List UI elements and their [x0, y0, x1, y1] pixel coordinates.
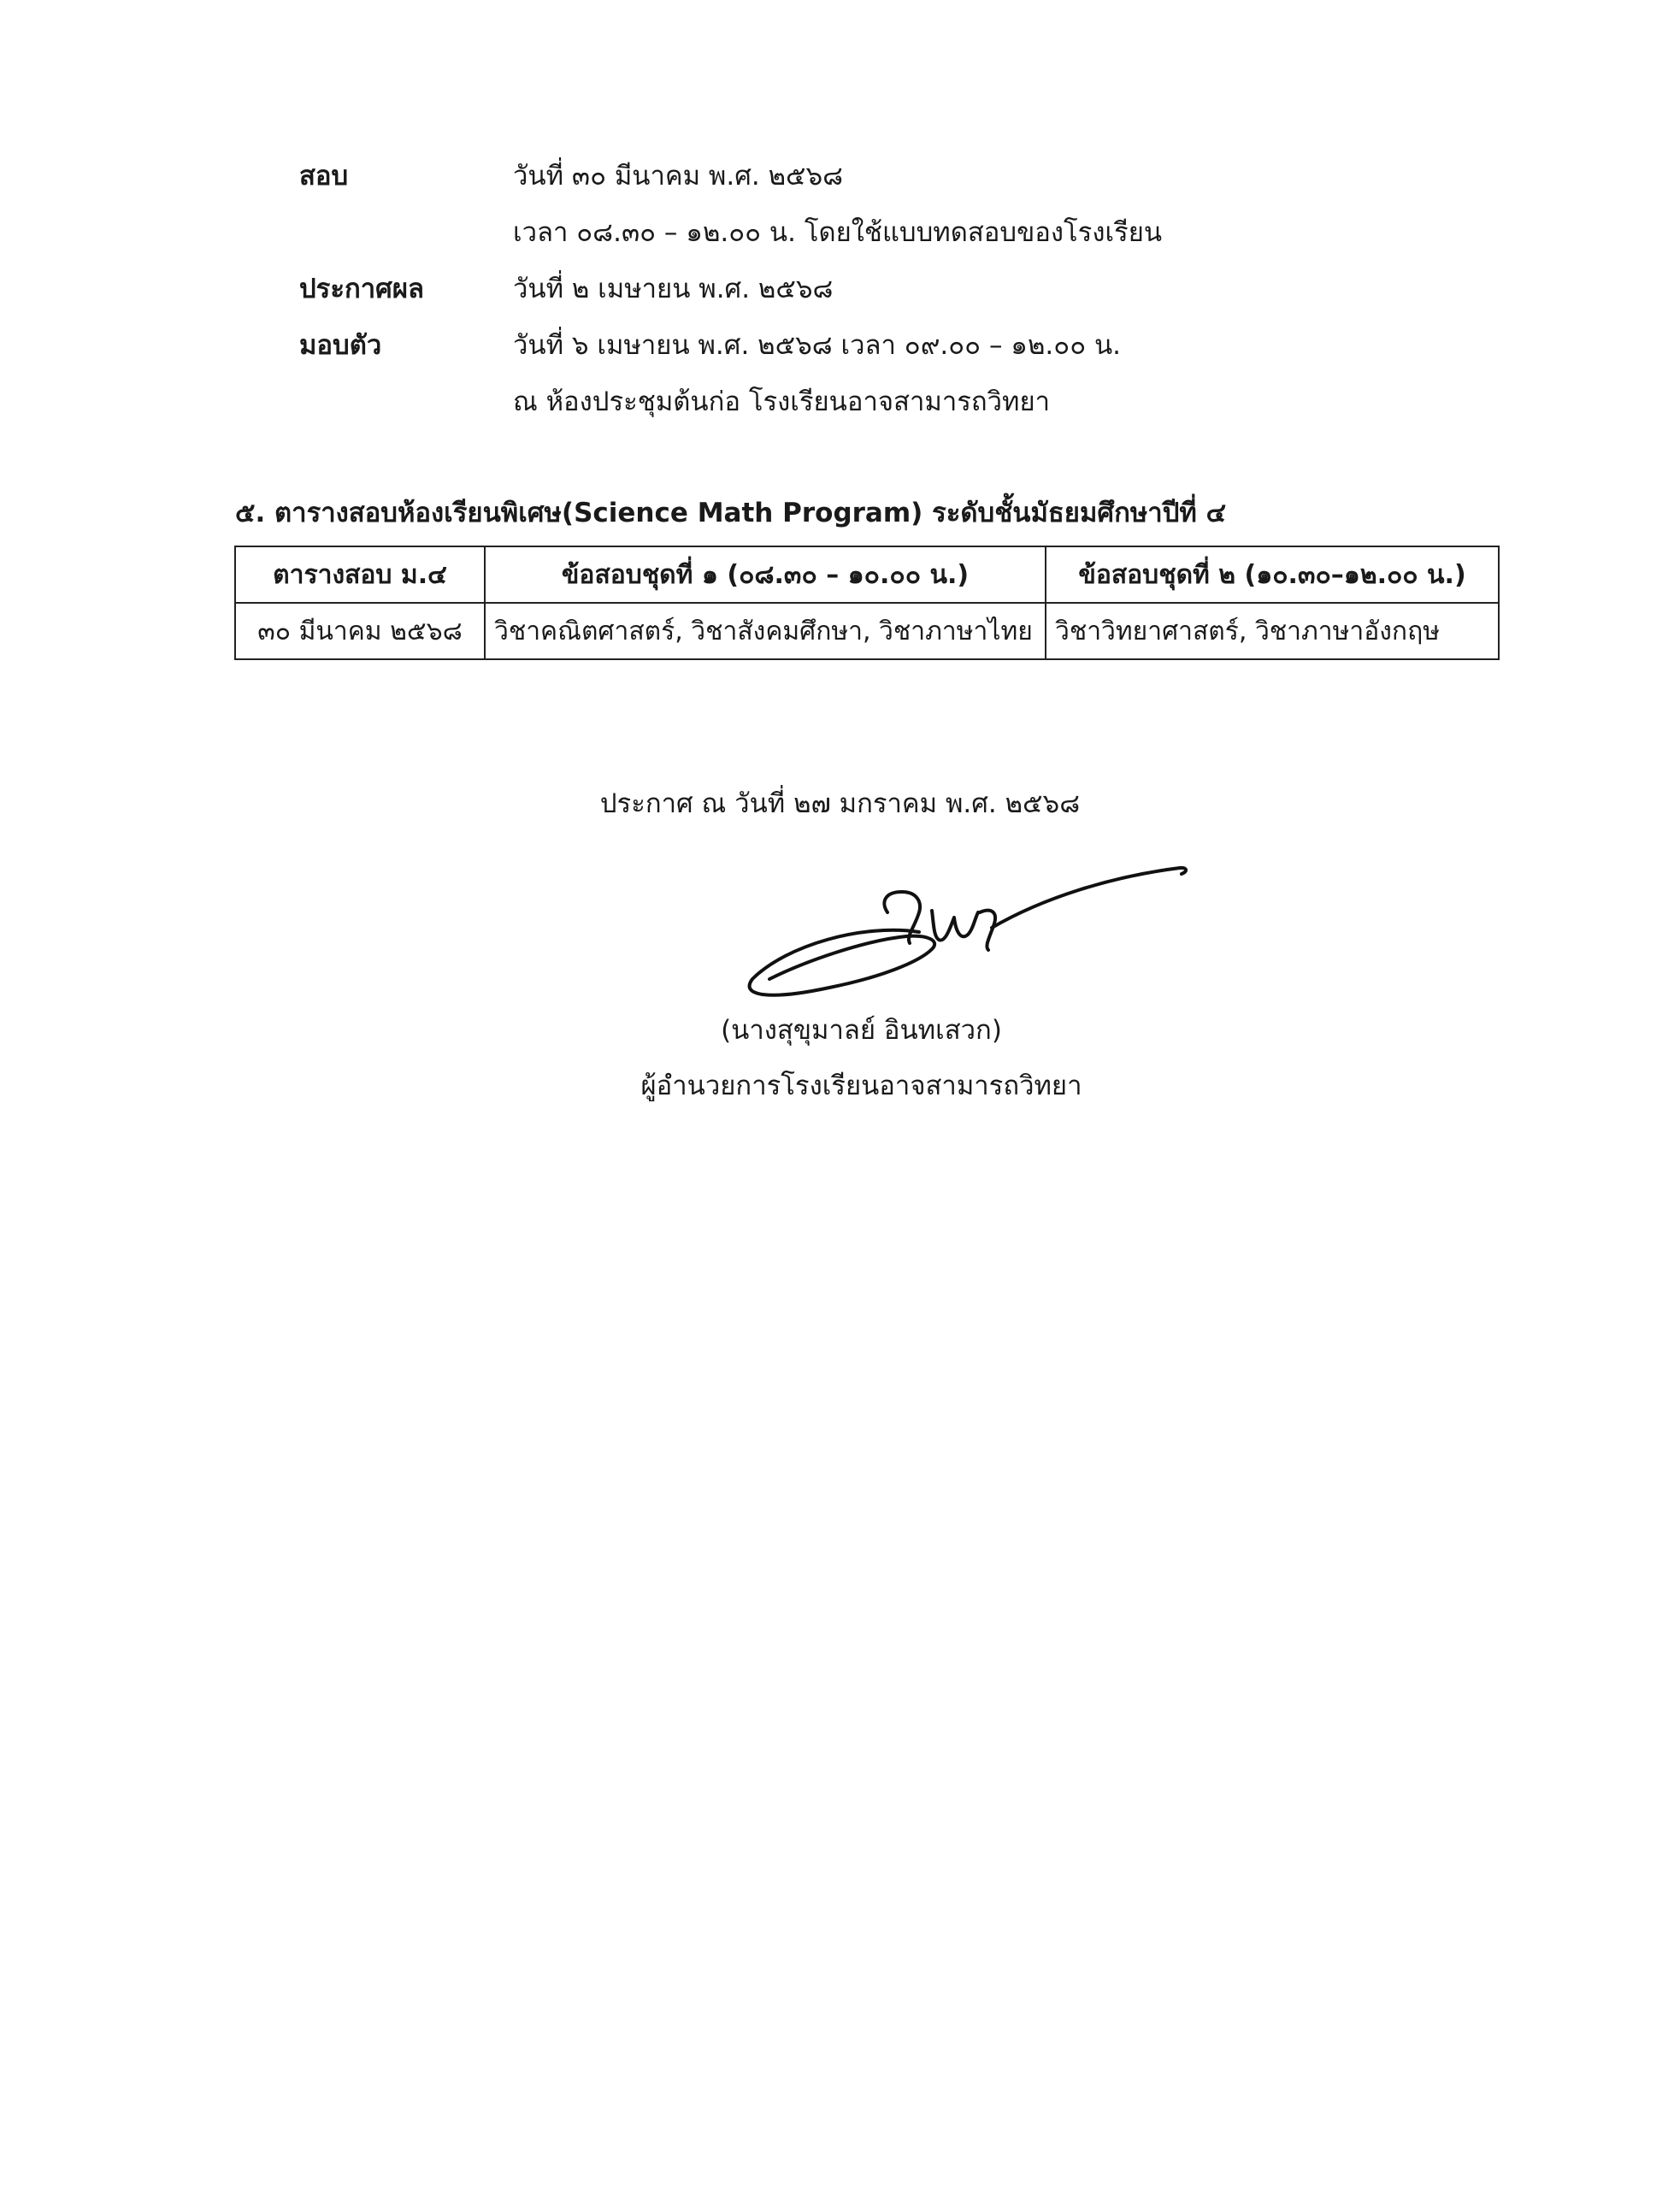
schedule-value: เวลา ๐๘.๓๐ – ๑๒.๐๐ น. โดยใช้แบบทดสอบของโรงเรียน — [513, 217, 1163, 248]
schedule-label: ประกาศผล — [299, 274, 424, 304]
table-cell-set2: วิชาวิทยาศาสตร์, วิชาภาษาอังกฤษ — [1046, 603, 1499, 659]
table-cell-set1: วิชาคณิตศาสตร์, วิชาสังคมศึกษา, วิชาภาษาไทย — [485, 603, 1046, 659]
announcement-date: ประกาศ ณ วันที่ ๒๗ มกราคม พ.ศ. ๒๕๖๘ — [599, 788, 1081, 819]
schedule-label: สอบ — [299, 161, 349, 192]
table-header-cell: ข้อสอบชุดที่ ๑ (๐๘.๓๐ – ๑๐.๐๐ น.) — [485, 546, 1046, 603]
schedule-value: วันที่ ๓๐ มีนาคม พ.ศ. ๒๕๖๘ — [513, 161, 844, 192]
section-5-heading: ๕. ตารางสอบห้องเรียนพิเศษ(Science Math Program) ระดับชั้นมัธยมศึกษาปีที่ ๔ — [235, 498, 1227, 528]
schedule-value: ณ ห้องประชุมต้นก่อ โรงเรียนอาจสามารถวิทยา — [513, 386, 1051, 417]
table-header-row — [235, 546, 1499, 603]
signature-image — [735, 851, 1197, 1022]
signer-name: (นางสุขุมาลย์ อินทเสวก) — [721, 1015, 1002, 1046]
schedule-value: วันที่ ๖ เมษายน พ.ศ. ๒๕๖๘ เวลา ๐๙.๐๐ – ๑๒.๐๐ น. — [513, 330, 1122, 361]
signer-title: ผู้อำนวยการโรงเรียนอาจสามารถวิทยา — [640, 1071, 1082, 1101]
schedule-value: วันที่ ๒ เมษายน พ.ศ. ๒๕๖๘ — [513, 274, 834, 304]
exam-schedule-table — [234, 546, 1500, 660]
schedule-label: มอบตัว — [299, 330, 382, 361]
table-cell-date: ๓๐ มีนาคม ๒๕๖๘ — [235, 603, 485, 659]
table-header-cell: ข้อสอบชุดที่ ๒ (๑๐.๓๐–๑๒.๐๐ น.) — [1046, 546, 1499, 603]
table-header-cell: ตารางสอบ ม.๔ — [235, 546, 485, 603]
table-row — [235, 603, 1499, 659]
